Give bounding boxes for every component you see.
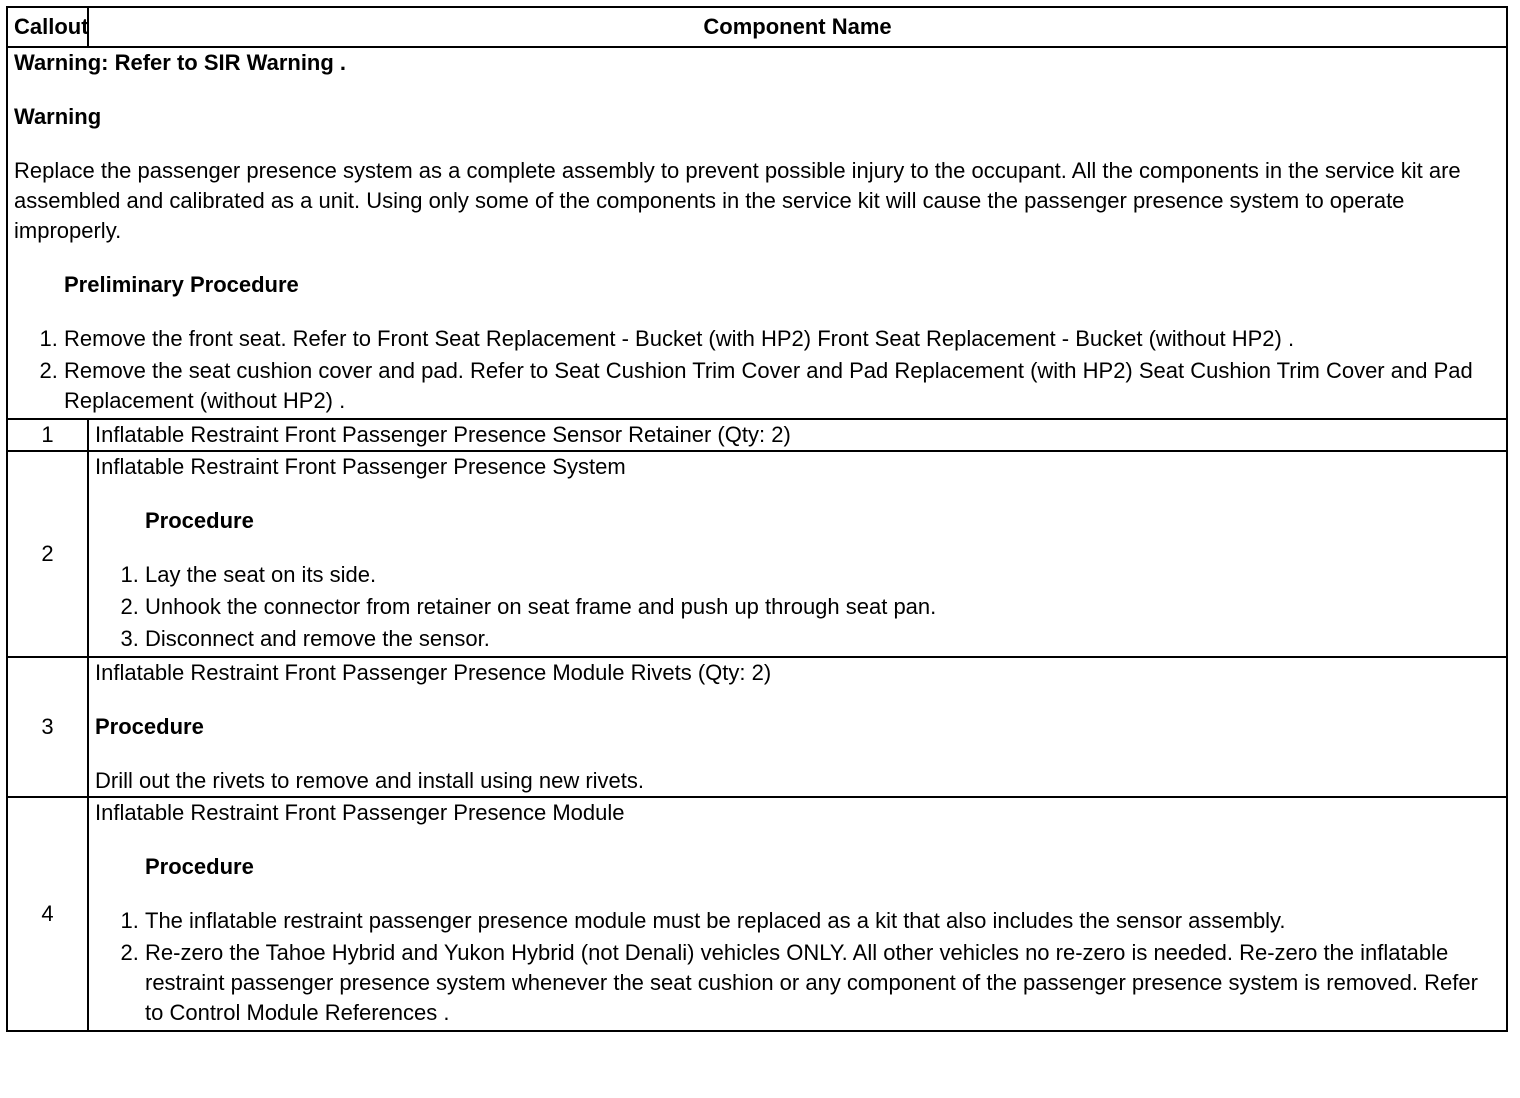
procedure-step: 2. Re-zero the Tahoe Hybrid and Yukon Hybrid (not Denali) vehicles ONLY. All other vehicles no re-zero is needed. Re-zero the inflatable restraint passenger presence system whenever the seat cushion or any component of the passenger presence system is removed. Refer to Control Module References . [145, 938, 1500, 1028]
component-name-cell [88, 419, 1507, 451]
component-name: Inflatable Restraint Front Passenger Presence Module Rivets (Qty: 2) [95, 660, 772, 685]
table-row [7, 797, 1507, 1031]
procedure-title: Procedure [145, 854, 254, 879]
table-row [7, 419, 1507, 451]
component-name-cell [88, 657, 1507, 797]
component-name-cell [88, 797, 1507, 1031]
callout-header: Callout [7, 7, 88, 47]
table-row [7, 657, 1507, 797]
procedure-steps [95, 906, 1500, 1028]
component-name: Inflatable Restraint Front Passenger Presence Sensor Retainer (Qty: 2) [95, 422, 791, 447]
callout-number: 4 [7, 797, 88, 1031]
warning-row [7, 47, 1507, 419]
component-name: Inflatable Restraint Front Passenger Presence Module [95, 800, 625, 825]
preliminary-step: 2. Remove the seat cushion cover and pad. Refer to Seat Cushion Trim Cover and Pad Replacement (with HP2) Seat Cushion Trim Cover and Pad Replacement (without HP2) . [64, 356, 1500, 416]
component-table [6, 6, 1508, 1032]
procedure-title: Procedure [95, 714, 204, 739]
preliminary-step: 1. Remove the front seat. Refer to Front Seat Replacement - Bucket (with HP2) Front Seat Replacement - Bucket (without HP2) . [64, 324, 1500, 354]
procedure-step: 1. The inflatable restraint passenger presence module must be replaced as a kit that also includes the sensor assembly. [145, 906, 1500, 936]
procedure-title: Procedure [145, 508, 254, 533]
procedure-step: 3. Disconnect and remove the sensor. [145, 624, 1500, 654]
component-name: Inflatable Restraint Front Passenger Presence System [95, 454, 626, 479]
callout-number: 2 [7, 451, 88, 657]
component-name-header: Component Name [88, 7, 1507, 47]
warning-title: Warning [14, 104, 102, 129]
procedure-steps [95, 560, 1500, 654]
component-name-cell [88, 451, 1507, 657]
warning-cell [7, 47, 1507, 419]
procedure-text: Drill out the rivets to remove and install using new rivets. [95, 768, 645, 793]
callout-number: 3 [7, 657, 88, 797]
table-header-row [7, 7, 1507, 47]
table-row [7, 451, 1507, 657]
preliminary-procedure-title: Preliminary Procedure [64, 272, 299, 297]
sir-warning-reference: Warning: Refer to SIR Warning . [14, 50, 347, 75]
procedure-step: 1. Lay the seat on its side. [145, 560, 1500, 590]
procedure-step: 2. Unhook the connector from retainer on seat frame and push up through seat pan. [145, 592, 1500, 622]
callout-number: 1 [7, 419, 88, 451]
preliminary-steps [14, 324, 1500, 416]
warning-body: Replace the passenger presence system as a complete assembly to prevent possible injury to the occupant. All the components in the service kit are assembled and calibrated as a unit. Using only some of the components in the service kit will cause the passenger presence system to operate improperly. [14, 158, 1461, 243]
